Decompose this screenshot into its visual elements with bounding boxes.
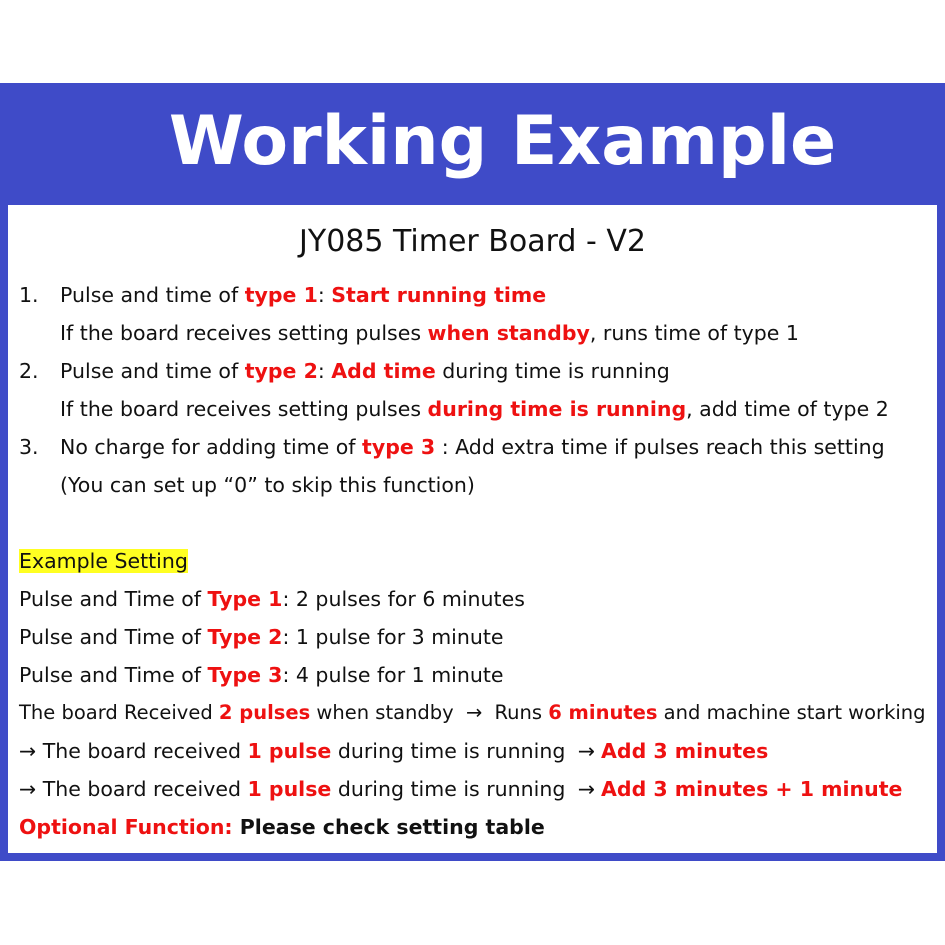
list-item-2 <box>19 357 670 385</box>
emphasis-text: Start running time <box>331 283 547 307</box>
page-title: Working Example <box>168 102 837 181</box>
step-text: during time is running <box>331 777 572 801</box>
setting-text: : 1 pulse for 3 minute <box>282 625 504 649</box>
emphasis-text: Add time <box>331 359 436 383</box>
emphasis-text: when standby <box>427 321 590 345</box>
optional-function <box>19 813 545 841</box>
step-text: and machine start working <box>657 701 926 724</box>
list-number: 3. <box>19 435 39 459</box>
setting-type-2 <box>19 623 504 651</box>
list-text: No charge for adding time of <box>60 435 363 459</box>
type-label: type 3 <box>362 435 436 459</box>
list-text: , runs time of type 1 <box>589 321 799 345</box>
list-text: Pulse and time of <box>60 359 245 383</box>
setting-text: Pulse and Time of <box>19 663 208 687</box>
list-item-2-detail <box>60 395 889 423</box>
list-text: : <box>317 283 332 307</box>
emphasis-text: during time is running <box>427 397 687 421</box>
step-text: The board Received <box>19 701 219 724</box>
list-text: : Add extra time if pulses reach this setting <box>435 435 885 459</box>
content-panel <box>8 205 937 853</box>
type-label: Type 1 <box>207 587 283 611</box>
example-step-3 <box>19 775 902 803</box>
list-item-1 <box>19 281 546 309</box>
step-text: The board received <box>36 777 248 801</box>
setting-type-1 <box>19 585 525 613</box>
optional-text: Please check setting table <box>232 815 545 839</box>
emphasis-text: Add 3 minutes + 1 minute <box>601 777 903 801</box>
header-banner <box>0 83 945 205</box>
example-step-2 <box>19 737 768 765</box>
arrow-right-icon: → <box>465 701 483 724</box>
setting-text: Pulse and Time of <box>19 587 208 611</box>
list-text: Pulse and time of <box>60 283 245 307</box>
type-label: Type 3 <box>207 663 283 687</box>
list-item-1-detail <box>60 319 799 347</box>
arrow-right-icon: → <box>19 777 37 801</box>
list-number: 2. <box>19 359 39 383</box>
page-frame <box>0 83 945 861</box>
setting-text: : 4 pulse for 1 minute <box>282 663 504 687</box>
example-step-1 <box>19 699 926 727</box>
list-text: If the board receives setting pulses <box>60 321 428 345</box>
arrow-right-icon: → <box>577 777 596 801</box>
example-heading <box>19 547 188 575</box>
list-text: , add time of type 2 <box>686 397 889 421</box>
step-text: when standby <box>310 701 460 724</box>
list-item-3-detail <box>60 471 475 499</box>
step-text: The board received <box>36 739 248 763</box>
emphasis-text: 1 pulse <box>247 777 332 801</box>
list-text: during time is running <box>435 359 670 383</box>
setting-type-3 <box>19 661 504 689</box>
list-text: : <box>317 359 332 383</box>
arrow-right-icon: → <box>19 739 37 763</box>
setting-text: : 2 pulses for 6 minutes <box>282 587 525 611</box>
emphasis-text: Add 3 minutes <box>601 739 769 763</box>
list-text: (You can set up “0” to skip this function) <box>60 473 475 497</box>
type-label: type 1 <box>244 283 318 307</box>
emphasis-text: 6 minutes <box>548 701 658 724</box>
emphasis-text: 2 pulses <box>218 701 311 724</box>
list-number: 1. <box>19 283 39 307</box>
optional-label: Optional Function: <box>19 815 233 839</box>
highlighted-heading: Example Setting <box>19 549 188 573</box>
step-text: during time is running <box>331 739 572 763</box>
arrow-right-icon: → <box>577 739 596 763</box>
document-subtitle: JY085 Timer Board - V2 <box>299 224 646 259</box>
setting-text: Pulse and Time of <box>19 625 208 649</box>
step-text: Runs <box>488 701 549 724</box>
emphasis-text: 1 pulse <box>247 739 332 763</box>
list-item-3 <box>19 433 885 461</box>
list-text: If the board receives setting pulses <box>60 397 428 421</box>
type-label: Type 2 <box>207 625 283 649</box>
type-label: type 2 <box>244 359 318 383</box>
